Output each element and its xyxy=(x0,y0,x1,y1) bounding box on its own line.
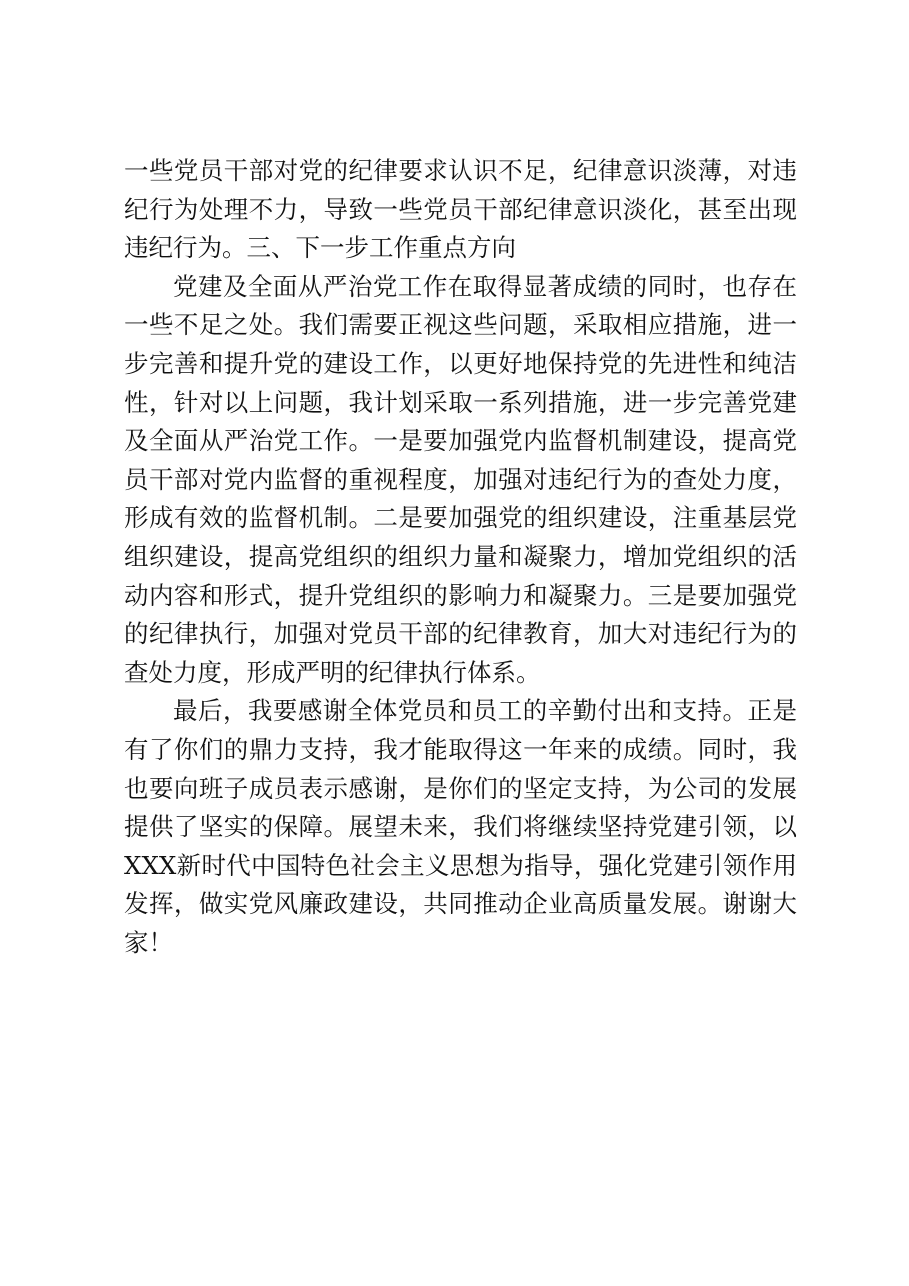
text-line: 及全面从严治党工作。一是要加强党内监督机制建设，提高党 xyxy=(124,426,797,456)
text-line: 家！ xyxy=(124,927,173,957)
paragraph-2 xyxy=(124,268,797,693)
text-line: 一些不足之处。我们需要正视这些问题，采取相应措施，进一 xyxy=(124,310,797,340)
text-line: 党建及全面从严治党工作在取得显著成绩的同时，也存在 xyxy=(173,271,797,301)
text-line: 提供了坚实的保障。展望未来，我们将继续坚持党建引领，以 xyxy=(124,812,797,842)
text-line: 性，针对以上问题，我计划采取一系列措施，进一步完善党建 xyxy=(124,387,797,417)
text-line: 一些党员干部对党的纪律要求认识不足，纪律意识淡薄，对违 xyxy=(124,156,797,185)
text-line: 最后，我要感谢全体党员和员工的辛勤付出和支持。正是 xyxy=(173,696,797,726)
text-line: 也要向班子成员表示感谢，是你们的坚定支持，为公司的发展 xyxy=(124,773,797,803)
text-line: 形成有效的监督机制。二是要加强党的组织建设，注重基层党 xyxy=(124,503,797,533)
text-line: 动内容和形式，提升党组织的影响力和凝聚力。三是要加强党 xyxy=(124,580,797,610)
text-line: 发挥，做实党风廉政建设，共同推动企业高质量发展。谢谢大 xyxy=(124,889,797,919)
text-line: 有了你们的鼎力支持，我才能取得这一年来的成绩。同时，我 xyxy=(124,734,797,764)
text-line: 组织建设，提高党组织的组织力量和凝聚力，增加党组织的活 xyxy=(124,541,797,571)
text-line: 违纪行为。三、下一步工作重点方向 xyxy=(124,233,516,263)
paragraph-1 xyxy=(124,152,797,268)
paragraph-3 xyxy=(124,692,797,962)
text-line: 员干部对党内监督的重视程度，加强对违纪行为的查处力度， xyxy=(124,464,797,494)
document-body xyxy=(124,152,797,962)
text-line: 的纪律执行，加强对党员干部的纪律教育，加大对违纪行为的 xyxy=(124,619,797,649)
text-line: 查处力度，形成严明的纪律执行体系。 xyxy=(124,657,541,687)
text-line: XXX新时代中国特色社会主义思想为指导，强化党建引领作用 xyxy=(124,850,797,880)
text-line: 步完善和提升党的建设工作，以更好地保持党的先进性和纯洁 xyxy=(124,348,797,378)
text-line: 纪行为处理不力，导致一些党员干部纪律意识淡化，甚至出现 xyxy=(124,194,797,224)
